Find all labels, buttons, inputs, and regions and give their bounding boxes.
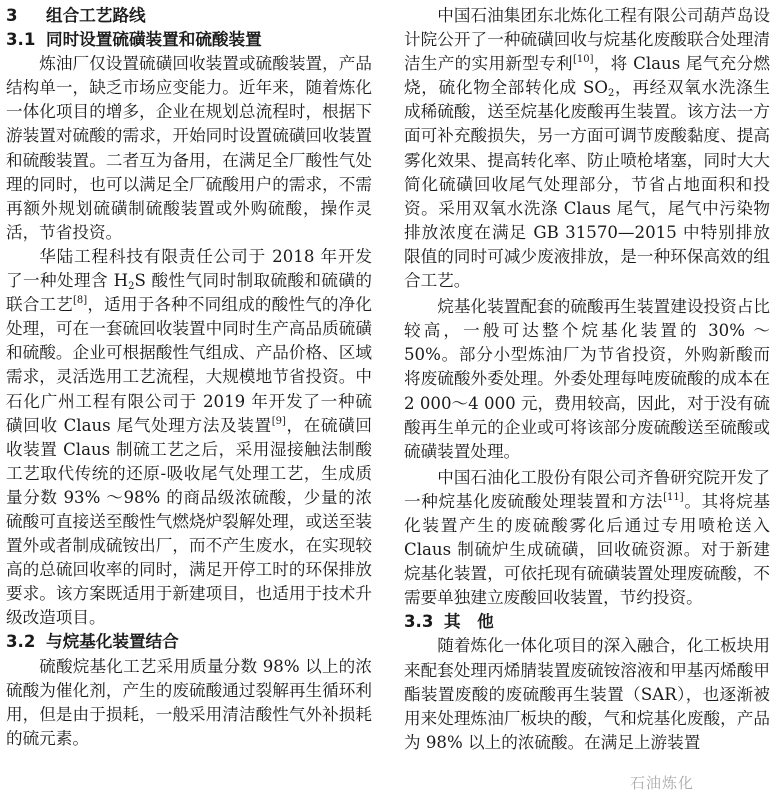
- subsection-title: 与烷基化装置结合: [46, 632, 179, 652]
- paragraph-3: 硫酸烷基化工艺采用质量分数 98% 以上的浓硫酸为催化剂，产生的废硫酸通过裂解再生循环利用，但是由于损耗，一般采用清洁酸性气外补损耗的硫元素。: [6, 656, 372, 748]
- subsection-heading-3-2: [6, 630, 372, 654]
- subsection-title: 其 他: [444, 612, 494, 632]
- paragraph-2: [6, 245, 372, 631]
- section-number: 3: [6, 6, 18, 25]
- right-column: [404, 4, 770, 755]
- section-heading: [6, 4, 372, 28]
- paragraph-4: [404, 4, 770, 293]
- subsection-number: 3.1: [6, 30, 36, 50]
- watermark-logo: 石油炼化: [630, 774, 695, 792]
- paragraph-7: 随着炼化一体化项目的深入融合，化工板块用来配套处理丙烯腈装置废硫铵溶液和甲基丙烯酸甲酯装置废酸的废硫酸再生装置（SAR），也逐渐被用来处理炼油厂板块的酸，气和烷基化废酸，产品为 98% 以上的浓硫酸。在满足上游装置: [404, 636, 770, 752]
- text-run: S 酸性气同时制取硫酸和硫磺的联合工艺: [6, 271, 372, 315]
- subsection-number: 3.2: [6, 632, 36, 652]
- subsection-title: 同时设置硫磺装置和硫酸装置: [46, 30, 262, 50]
- citation-ref: [10]: [572, 54, 594, 66]
- citation-ref: [8]: [73, 295, 88, 307]
- paragraph-1: 炼油厂仅设置硫磺回收装置或硫酸装置，产品结构单一，缺乏市场应变能力。近年来，随着炼化一体化项目的增多，企业在规划总流程时，根据下游装置对硫酸的需求，开始同时设置硫磺回收装置和硫酸装置。二者互为备用，在满足全厂酸性气处理的同时，也可以满足全厂硫酸用户的需求，不需再额外规划硫磺制硫酸装置或外购硫酸，操作灵活，节省投资。: [6, 54, 372, 242]
- subsection-heading-3-3: [404, 610, 770, 634]
- subsection-heading-3-1: [6, 28, 372, 52]
- paragraph-5: 烷基化装置配套的硫酸再生装置建设投资占比较高，一般可达整个烷基化装置的 30% ～50%。部分小型炼油厂为节省投资，外购新酸而将废硫酸外委处理。外委处理每吨废硫酸的成本在 2 000～4 000 元，费用较高，因此，对于没有硫酸再生单元的企业或可将该部分废硫酸送至硫酸或硫磺装置处理。: [404, 297, 770, 461]
- text-run: 中国石油化工股份有限公司齐鲁研究院开发了一种烷基化废硫酸处理装置和方法: [404, 467, 770, 511]
- text-run: 。其将烷基化装置产生的废硫酸雾化后通过专用喷枪送入 Claus 制硫炉生成硫磺，回收硫资源。对于新建烷基化装置，可依托现有硫磺装置处理废硫酸，不需要单独建立废酸回收装置，节约投资。: [404, 491, 771, 608]
- subscript: 2: [607, 88, 615, 100]
- text-run: 中国石油集团东北炼化工程有限公司葫芦岛设计院公开了一种硫磺回收与烷基化废酸联合处理清洁生产的实用新型专利: [404, 6, 770, 74]
- text-run: ，将 Claus 尾气充分燃烧，硫化物全部转化成 SO: [404, 54, 770, 98]
- citation-ref: [11]: [663, 491, 684, 503]
- text-run: ，在硫磺回收装置 Claus 制硫工艺之后，采用湿接触法制酸工艺取代传统的还原-吸收尾气处理工艺，生成质量分数 93% ～98% 的商品级浓硫酸，少量的浓硫酸可直接送至酸性气燃烧炉裂解处理，或送至装置外或者制成硫铵出厂，而不产生废水，在实现较高的总硫回收率的同时，满足开停工时的环保排放要求。该方案既适用于新建项目，也适用于技术升级改造项目。: [6, 415, 373, 628]
- text-run: ，再经双氧水洗涤生成稀硫酸，送至烷基化废酸再生装置。该方法一方面可补充酸损失，另一方面可调节废酸黏度、提高雾化效果、提高转化率、防止喷枪堵塞，同时大大简化硫磺回收尾气处理部分，节省占地面积和投资。采用双氧水洗涤 Claus 尾气，尾气中污染物排放浓度在满足 GB 31570—2015 中特别排放限值的同时可减少废液排放，是一种环保高效的组合工艺。: [404, 78, 770, 291]
- citation-ref: [9]: [271, 415, 286, 427]
- subscript: 2: [128, 281, 135, 293]
- text-run: ，适用于各种不同组成的酸性气的净化处理，可在一套硫回收装置中同时生产高品质硫磺和硫酸。企业可根据酸性气组成、产品价格、区域需求，灵活选用工艺流程，大规模地节省投资。中石化广州工程有限公司于 2019 年开发了一种硫磺回收 Claus 尾气处理方法及装置: [6, 295, 372, 435]
- left-column: [6, 4, 372, 751]
- paragraph-6: [404, 466, 770, 611]
- subsection-number: 3.3: [404, 612, 434, 632]
- section-title: 组合工艺路线: [46, 6, 146, 25]
- text-run: 华陆工程科技有限责任公司于 2018 年开发了一种处理含 H: [6, 246, 372, 291]
